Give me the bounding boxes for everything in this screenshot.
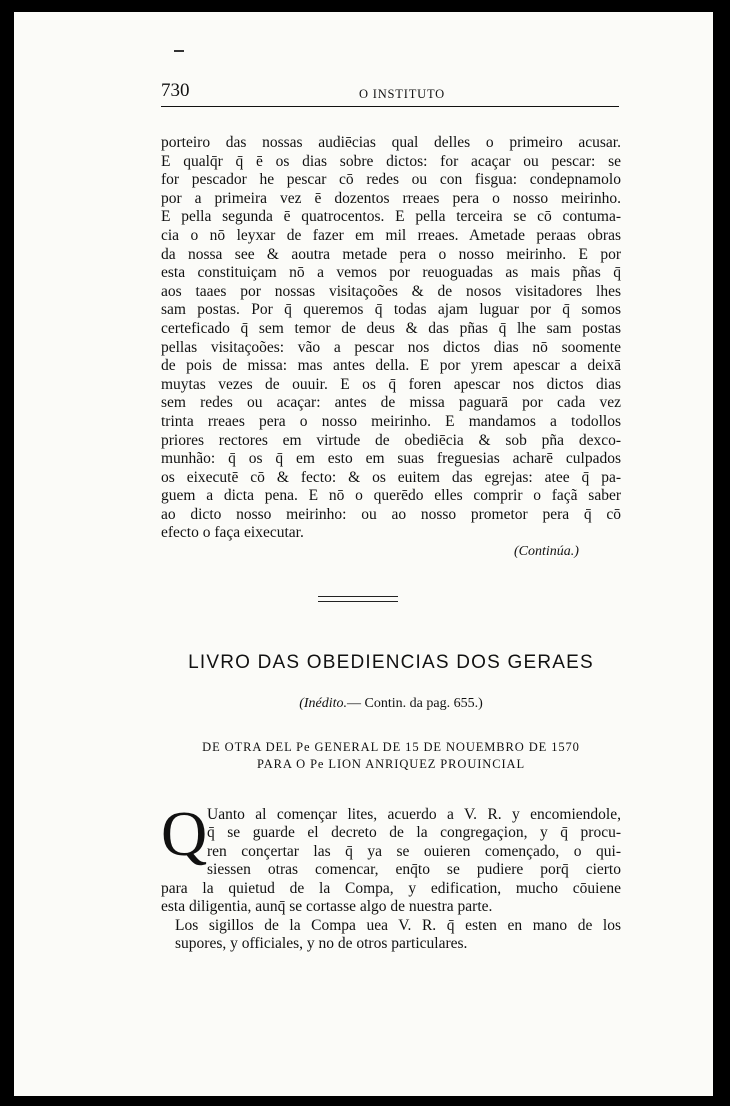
text-line: os eixecutē cō & fecto: & os euitem das egrejas: atee q̄ pa- xyxy=(161,468,621,486)
letter-heading-line-1: DE OTRA DEL Pe GENERAL DE 15 DE NOUEMBRO DE 1570 xyxy=(202,740,580,754)
text-line: sam postas. Por q̄ queremos q̄ todas ajam luguar por q̄ somos xyxy=(161,301,621,319)
drop-cap: Q xyxy=(161,798,208,869)
text-line: esta diligentia, aunq̄ se cortasse algo de nuestra parte. xyxy=(161,898,493,916)
book-page xyxy=(14,12,713,1096)
text-line: ao dicto nosso meirinho: ou ao nosso prometor pera q̄ cō xyxy=(161,505,621,523)
text-line: Uanto al començar lites, acuerdo a V. R. y encomiendole, xyxy=(207,806,621,823)
paragraph-sigillos xyxy=(161,917,621,954)
text-line: cia o nō leyxar de fazer em mil rreaes. Ametade peraas obras xyxy=(161,226,621,244)
text-line: aos taaes por nossas visitaçoões & de nosos visitadores lhes xyxy=(161,282,621,300)
text-line: siessen otras comencar, enq̄to se pudiere porq̄ cierto xyxy=(207,861,621,879)
text-line: por a primeira vez ē dozentos rreaes pera o nosso meirinho. xyxy=(161,189,621,207)
text-line: certeficado q̄ sem temor de deus & das pñas q̄ lhe sam postas xyxy=(161,319,621,337)
text-line: trinta rreaes pera o nosso meirinho. E mandamos a todollos xyxy=(161,412,621,430)
text-line: sem redes ou acaçar: antes de missa paguarā por cada vez xyxy=(161,394,621,412)
subtitle-continuation: — Contin. da pag. 655.) xyxy=(347,696,483,711)
text-line: q̄ se guarde el decreto de la congregaçion, y q̄ procu- xyxy=(207,824,621,842)
section-subtitle xyxy=(161,696,621,712)
text-line: Los sigillos de la Compa uea V. R. q̄ esten en mano de los xyxy=(175,916,621,934)
first-section-text xyxy=(161,134,621,543)
text-line: efecto o faça eixecutar. xyxy=(161,524,304,542)
stray-mark xyxy=(174,50,184,52)
text-line: for pescador he pescar cō redes ou con fisgua: condepnamolo xyxy=(161,171,621,189)
text-line: E pella segunda ē quatrocentos. E pella terceira se cō contuma- xyxy=(161,208,621,226)
text-line: priores rectores em virtude de obediēcia & sob pña dexco- xyxy=(161,431,621,449)
section-divider-top xyxy=(318,596,398,597)
section-title: LIVRO DAS OBEDIENCIAS DOS GERAES xyxy=(188,652,594,673)
text-line: E qualq̄r q̄ ē os dias sobre dictos: for acaçar ou pescar: se xyxy=(161,152,621,170)
continua-note: (Continúa.) xyxy=(514,544,579,559)
text-line: esta constituiçam nō a vemos por reuoguadas as mais pñas q̄ xyxy=(161,264,621,282)
running-title: O INSTITUTO xyxy=(359,87,445,101)
text-line: guem a dicta pena. E nō o querēdo elles comprir o façã saber xyxy=(161,487,621,505)
running-header xyxy=(161,80,619,107)
letter-heading xyxy=(161,739,621,773)
subtitle-inedito: (Inédito. xyxy=(299,696,348,711)
closing-paragraphs xyxy=(161,880,621,954)
page-number: 730 xyxy=(161,80,190,101)
text-line: de pois de missa: mas antes della. E por yrem apescar a deixā xyxy=(161,357,621,375)
text-line: pellas visitaçoões: vão a pescar nos dictos dias nō soomente xyxy=(161,338,621,356)
letter-heading-line-2: PARA O Pe LION ANRIQUEZ PROUINCIAL xyxy=(257,757,525,771)
text-line: porteiro das nossas audiēcias qual delles o primeiro acusar. xyxy=(161,134,621,151)
section-divider-bottom xyxy=(318,601,398,602)
text-line: supores, y officiales, y no de otros particulares. xyxy=(175,935,468,953)
text-line: muytas vezes de ouuir. E os q̄ foren apescar nos dictos dias xyxy=(161,375,621,393)
text-line: munhão: q̄ os q̄ em esto em suas freguesias acharē culpados xyxy=(161,450,621,468)
text-line: ren conçertar las q̄ ya se ouieren començado, o qui- xyxy=(207,842,621,860)
text-line: da nossa see & aoutra metade pera o nosso meirinho. E por xyxy=(161,245,621,263)
dropcap-paragraph xyxy=(207,806,621,880)
paragraph-quietud xyxy=(161,880,621,917)
text-line: para la quietud de la Compa, y edification, mucho cōuiene xyxy=(161,880,621,897)
